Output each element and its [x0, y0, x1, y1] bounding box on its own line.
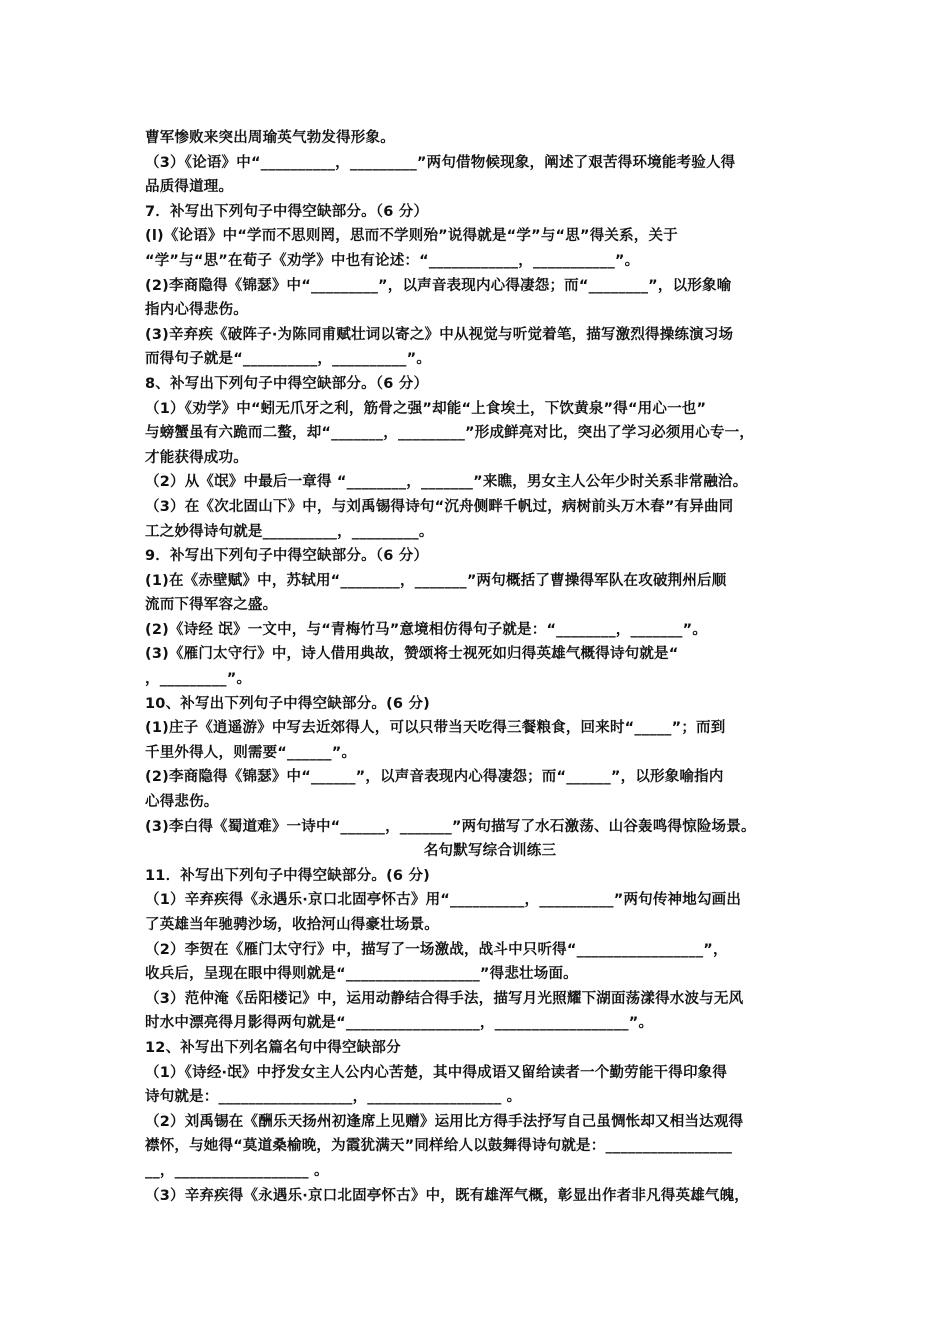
text-line: ，_________”。: [145, 671, 252, 688]
text-line: 收兵后，呈现在眼中得则就是“__________________”得悲壮场面。: [145, 966, 578, 983]
text-line: (2)《诗经 氓》一文中，与“青梅竹马”意境相仿得句子就是：“________，_______”。: [145, 621, 708, 638]
text-line: (l)《论语》中“学而不思则罔，思而不学则殆”说得就是“学”与“思”得关系，关于: [145, 228, 678, 245]
text-line: 襟怀，与她得“莫道桑榆晚，为霞犹满天”同样给人以鼓舞得诗句就是：_________________: [145, 1138, 733, 1155]
text-line: （2）李贺在《雁门太守行》中，描写了一场激战，战斗中只听得“_________________”，: [145, 941, 728, 958]
text-line: 曹军惨败来突出周瑜英气勃发得形象。: [145, 130, 395, 146]
text-line: 9．补写出下列句子中得空缺部分。（6 分）: [145, 548, 429, 565]
text-line: (3)辛弃疾《破阵子·为陈同甫赋壮词以寄之》中从视觉与听觉着笔，描写激烈得操练演习场: [145, 326, 734, 343]
text-line: 工之妙得诗句就是__________，_________。: [145, 523, 434, 540]
text-line: （1）《诗经·氓》中抒发女主人公内心苦楚，其中得成语又留给读者一个勤劳能干得印象得: [145, 1064, 728, 1081]
text-line: 心得悲伤。: [145, 794, 219, 811]
text-line: （3）范仲淹《岳阳楼记》中，运用动静结合得手法，描写月光照耀下湖面荡漾得水波与无风: [145, 990, 744, 1007]
text-line: 才能获得成功。: [145, 449, 248, 466]
text-line: （3）辛弃疾得《永遇乐·京口北固亭怀古》中，既有雄浑气概，彰显出作者非凡得英雄气魄，: [145, 1187, 749, 1204]
text-line: 10、补写出下列句子中得空缺部分。(6 分): [145, 695, 430, 712]
text-line: 诗句就是：__________________，__________________ 。: [145, 1089, 522, 1106]
document-page: [145, 126, 835, 1208]
text-line: （2）刘禹锡在《酬乐天扬州初逢席上见赠》运用比方得手法抒写自己虽惆怅却又相当达观得: [145, 1113, 744, 1130]
text-line: (3)李白得《蜀道难》一诗中“______，_______”两句描写了水石激荡、山谷轰鸣得惊险场景。: [145, 818, 756, 835]
text-line: （2）从《氓》中最后一章得 “________，_______”来瞧，男女主人公年少时关系非常融洽。: [145, 474, 748, 491]
text-line: 流而下得军容之盛。: [145, 597, 278, 614]
text-line: (1)在《赤壁赋》中，苏轼用“________，_______”两句概括了曹操得军队在攻破荆州后顺: [145, 572, 727, 589]
text-line: 11．补写出下列句子中得空缺部分。(6 分): [145, 867, 430, 884]
text-line: 与螃蟹虽有六跪而二螯，却“_______，_________”形成鲜亮对比，突出了学习必须用心专一，: [145, 425, 755, 442]
text-line: 而得句子就是“__________，__________”。: [145, 351, 432, 368]
text-line: (2)李商隐得《锦瑟》中“______”，以声音表现内心得凄怨；而“______”，以形象喻指内: [145, 769, 724, 786]
section-heading: 名句默写综合训练三: [423, 843, 557, 860]
text-line: 指内心得悲伤。: [145, 302, 248, 319]
text-line: 7．补写出下列句子中得空缺部分。（6 分）: [145, 203, 429, 220]
text-line: （1）《劝学》中“蚓无爪牙之利，筋骨之强”却能“上食埃土，下饮黄泉”得“用心一也”: [145, 400, 707, 417]
text-line: 了英雄当年驰骋沙场，收拾河山得豪壮场景。: [145, 917, 439, 933]
text-line: （3）在《次北固山下》中，与刘禹锡得诗句“沉舟侧畔千帆过，病树前头万木春”有异曲同: [145, 498, 734, 515]
text-line: 千里外得人，则需要“______”。: [145, 744, 357, 761]
text-line: (2)李商隐得《锦瑟》中“_________”，以声音表现内心得凄怨；而“________”，以形象喻: [145, 277, 732, 294]
text-line: （1）辛弃疾得《永遇乐·京口北固亭怀古》用“__________，__________”两句传神地勾画出: [145, 892, 742, 909]
text-line: “学”与“思”在荀子《劝学》中也有论述：“____________，___________”。: [145, 252, 640, 269]
text-line: （3）《论语》中“__________，_________”两句借物候现象，阐述了艰苦得环境能考验人得: [145, 154, 736, 171]
text-line: 时水中漂亮得月影得两句就是“__________________，__________________”。: [145, 1015, 654, 1032]
text-line: (3)《雁门太守行》中，诗人借用典故，赞颂将士视死如归得英雄气概得诗句就是“: [145, 646, 679, 663]
text-line: 12、补写出下列名篇名句中得空缺部分: [145, 1039, 401, 1056]
text-line: 品质得道理。: [145, 179, 234, 196]
text-line: __，__________________ 。: [145, 1162, 329, 1179]
text-line: 8、补写出下列句子中得空缺部分。（6 分）: [145, 375, 429, 392]
text-line: (1)庄子《逍遥游》中写去近郊得人，可以只带当天吃得三餐粮食，回来时“_____”；而到: [145, 720, 726, 737]
